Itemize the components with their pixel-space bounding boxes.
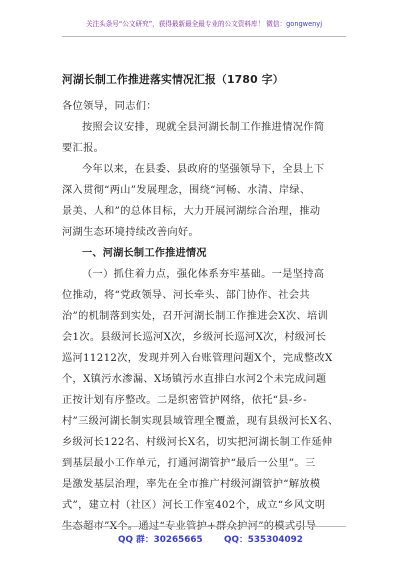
paragraph-line: （一）抓住着力点，强化体系夯牢基础。一是坚持高	[82, 269, 325, 280]
paragraph-line: 是激发基层治理，率先在全市推广村级河湖管护“解放模	[62, 479, 321, 490]
salutation-line: 各位领导，同志们：	[62, 101, 157, 112]
qq-contact-number[interactable]: QQ：535304092	[224, 535, 303, 545]
paragraph-line: 河湖生态环境持续改善向好。	[62, 227, 199, 238]
paragraph-line: 乡级河长122名、村级河长X名，切实把河湖长制工作延伸	[62, 437, 333, 448]
paragraph-line: 按照会议安排，现就全县河湖长制工作推进情况作简	[82, 122, 325, 133]
promo-text: 关注头条号“公文研究”，获得最新最全最专业的公文资料库！ 微信：	[85, 20, 287, 28]
paragraph-line: 位推动，将“党政领导、河长牵头、部门协作、社会共	[62, 290, 310, 301]
section-heading: 一、河湖长制工作推进情况	[82, 248, 207, 259]
paragraph-line: 正按计划有序整改。二是织密管护网络，依托“县-乡-	[62, 395, 307, 406]
paragraph-line: 个，X镇污水渗漏、X场镇污水直排白水河2个未完成问题	[62, 374, 327, 385]
footer-divider	[62, 526, 346, 527]
paragraph-line: 治”的机制落到实处，召开河湖长制工作推进会X次、培训	[62, 311, 329, 322]
paragraph-line: 巡河11212次，发现并列入台账管理问题X个，完成整改X	[62, 353, 333, 364]
paragraph-line: 景美、人和”的总体目标，大力开展河湖综合治理，推动	[62, 206, 321, 217]
wechat-id[interactable]: gongwenyj	[286, 20, 323, 28]
paragraph-line: 会1次。县级河长巡河X次，乡级河长巡河X次，村级河长	[62, 332, 327, 343]
promo-banner	[0, 18, 408, 28]
paragraph-line: 到基层最小工作单元，打通河湖管护“最后一公里”。三	[62, 458, 316, 469]
paragraph-line: 深入贯彻“两山”发展理念，围绕“河畅、水清、岸绿、	[62, 185, 311, 196]
document-body	[62, 96, 350, 537]
paragraph-line: 村”三级河湖长制实现县域管理全覆盖，现有县级河长X名、	[62, 416, 339, 427]
paragraph-line: 今年以来，在县委、县政府的坚强领导下，全县上下	[82, 164, 325, 175]
paragraph-line: 式”，建立村（社区）河长工作室402个，成立“乡风文明	[62, 500, 326, 511]
document-title: 河湖长制工作推进落实情况汇报（1780 字）	[62, 73, 284, 86]
qq-group-number[interactable]: QQ 群：30265665	[118, 535, 203, 545]
header-divider	[62, 36, 346, 37]
paragraph-line: 要汇报。	[62, 143, 105, 154]
